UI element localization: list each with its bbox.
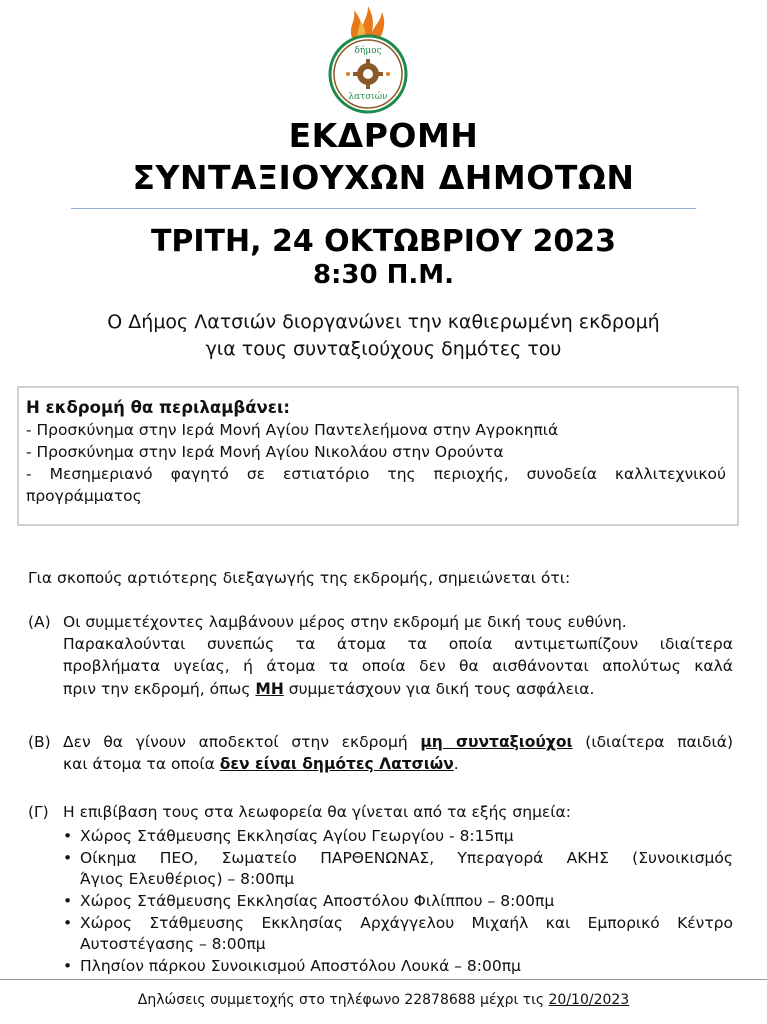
notes-lead: Για σκοπούς αρτιότερης διεξαγωγής της εκδρομής, σημειώνεται ότι: xyxy=(28,569,571,587)
footer-divider xyxy=(0,979,767,980)
para-b-text: Δεν θα γίνουν αποδεκτοί στην εκδρομή xyxy=(63,733,421,751)
para-b-text: και άτομα τα οποία xyxy=(63,755,220,773)
para-a-line: Οι συμμετέχοντες λαμβάνουν μέρος στην εκδρομή με δική τους ευθύνη. xyxy=(63,613,627,631)
para-a-line xyxy=(63,679,733,700)
event-date: ΤΡΙΤΗ, 24 ΟΚΤΩΒΡΙΟΥ 2023 xyxy=(150,224,617,259)
footer-registration xyxy=(0,992,767,1008)
para-a-marker: (Α) xyxy=(28,613,51,631)
itinerary-item-continued: προγράμματος xyxy=(26,487,142,505)
bullet-icon: • xyxy=(63,849,73,867)
title-line-2: ΣΥΝΤΑΞΙΟΥΧΩΝ ΔΗΜΟΤΩΝ xyxy=(132,158,635,197)
bullet-icon: • xyxy=(63,914,73,932)
para-b-line xyxy=(63,754,733,775)
pickup-point: Οίκημα ΠΕΟ, Σωματείο ΠΑΡΘΕΝΩΝΑΣ, Υπεραγορά ΑΚΗΣ (Συνοικισμός xyxy=(80,849,733,867)
para-b-text: . xyxy=(453,755,459,773)
pickup-point: Χώρος Στάθμευσης Εκκλησίας Αποστόλου Φιλίππου – 8:00πμ xyxy=(80,892,555,910)
para-c-heading: Η επιβίβαση τους στα λεωφορεία θα γίνεται από τα εξής σημεία: xyxy=(63,803,571,821)
intro-line-1: Ο Δήμος Λατσιών διοργανώνει την καθιερωμένη εκδρομή xyxy=(107,311,660,333)
para-b-text: (ιδιαίτερα παιδιά) xyxy=(572,733,733,751)
pickup-point-continued: Άγιος Ελευθέριος) – 8:00πμ xyxy=(80,870,295,888)
pickup-point: Χώρος Στάθμευσης Εκκλησίας Αρχάγγελου Μιχαήλ και Εμπορικό Κέντρο xyxy=(80,914,733,932)
pickup-point: Πλησίον πάρκου Συνοικισμού Αποστόλου Λουκά – 8:00πμ xyxy=(80,957,521,975)
para-b-line xyxy=(63,732,733,753)
bullet-icon: • xyxy=(63,892,73,910)
para-a-line: Παρακαλούνται συνεπώς τα άτομα τα οποία αντιμετωπίζουν ιδιαίτερα xyxy=(63,635,733,653)
pickup-point: Χώρος Στάθμευσης Εκκλησίας Αγίου Γεωργίου - 8:15πμ xyxy=(80,827,514,845)
para-a-text: πριν την εκδρομή, όπως xyxy=(63,680,256,698)
para-c-marker: (Γ) xyxy=(28,803,49,821)
para-b-emphasis: μη συνταξιούχοι xyxy=(420,733,573,751)
para-b-emphasis: δεν είναι δημότες Λατσιών xyxy=(219,755,454,773)
footer-deadline: 20/10/2023 xyxy=(548,992,630,1008)
logo-text-top: δήμος xyxy=(354,46,382,56)
itinerary-item: - Μεσημεριανό φαγητό σε εστιατόριο της περιοχής, συνοδεία καλλιτεχνικού xyxy=(26,465,726,483)
title-divider xyxy=(71,208,696,209)
municipality-logo xyxy=(326,2,410,114)
para-a-text: συμμετάσχουν για δική τους ασφάλεια. xyxy=(283,680,595,698)
intro-line-2: για τους συνταξιούχους δημότες του xyxy=(205,338,562,360)
event-time: 8:30 Π.Μ. xyxy=(312,260,455,290)
title-line-1: ΕΚΔΡΟΜΗ xyxy=(288,116,479,155)
para-a-line: προβλήματα υγείας, ή άτομα τα οποία δεν θα αισθάνονται απολύτως καλά xyxy=(63,657,733,675)
logo-text-bottom: λατσιών xyxy=(348,92,388,102)
para-a-emphasis: ΜΗ xyxy=(255,680,284,698)
pickup-point-continued: Αυτοστέγασης – 8:00πμ xyxy=(80,935,266,953)
itinerary-item: - Προσκύνημα στην Ιερά Μονή Αγίου Παντελεήμονα στην Αγροκηπιά xyxy=(26,421,559,439)
itinerary-heading: Η εκδρομή θα περιλαμβάνει: xyxy=(26,398,290,417)
para-b-marker: (Β) xyxy=(28,733,51,751)
bullet-icon: • xyxy=(63,957,73,975)
bullet-icon: • xyxy=(63,827,73,845)
footer-text: Δηλώσεις συμμετοχής στο τηλέφωνο 22878688 μέχρι τις xyxy=(137,992,549,1008)
itinerary-item: - Προσκύνημα στην Ιερά Μονή Αγίου Νικολάου στην Ορούντα xyxy=(26,443,504,461)
